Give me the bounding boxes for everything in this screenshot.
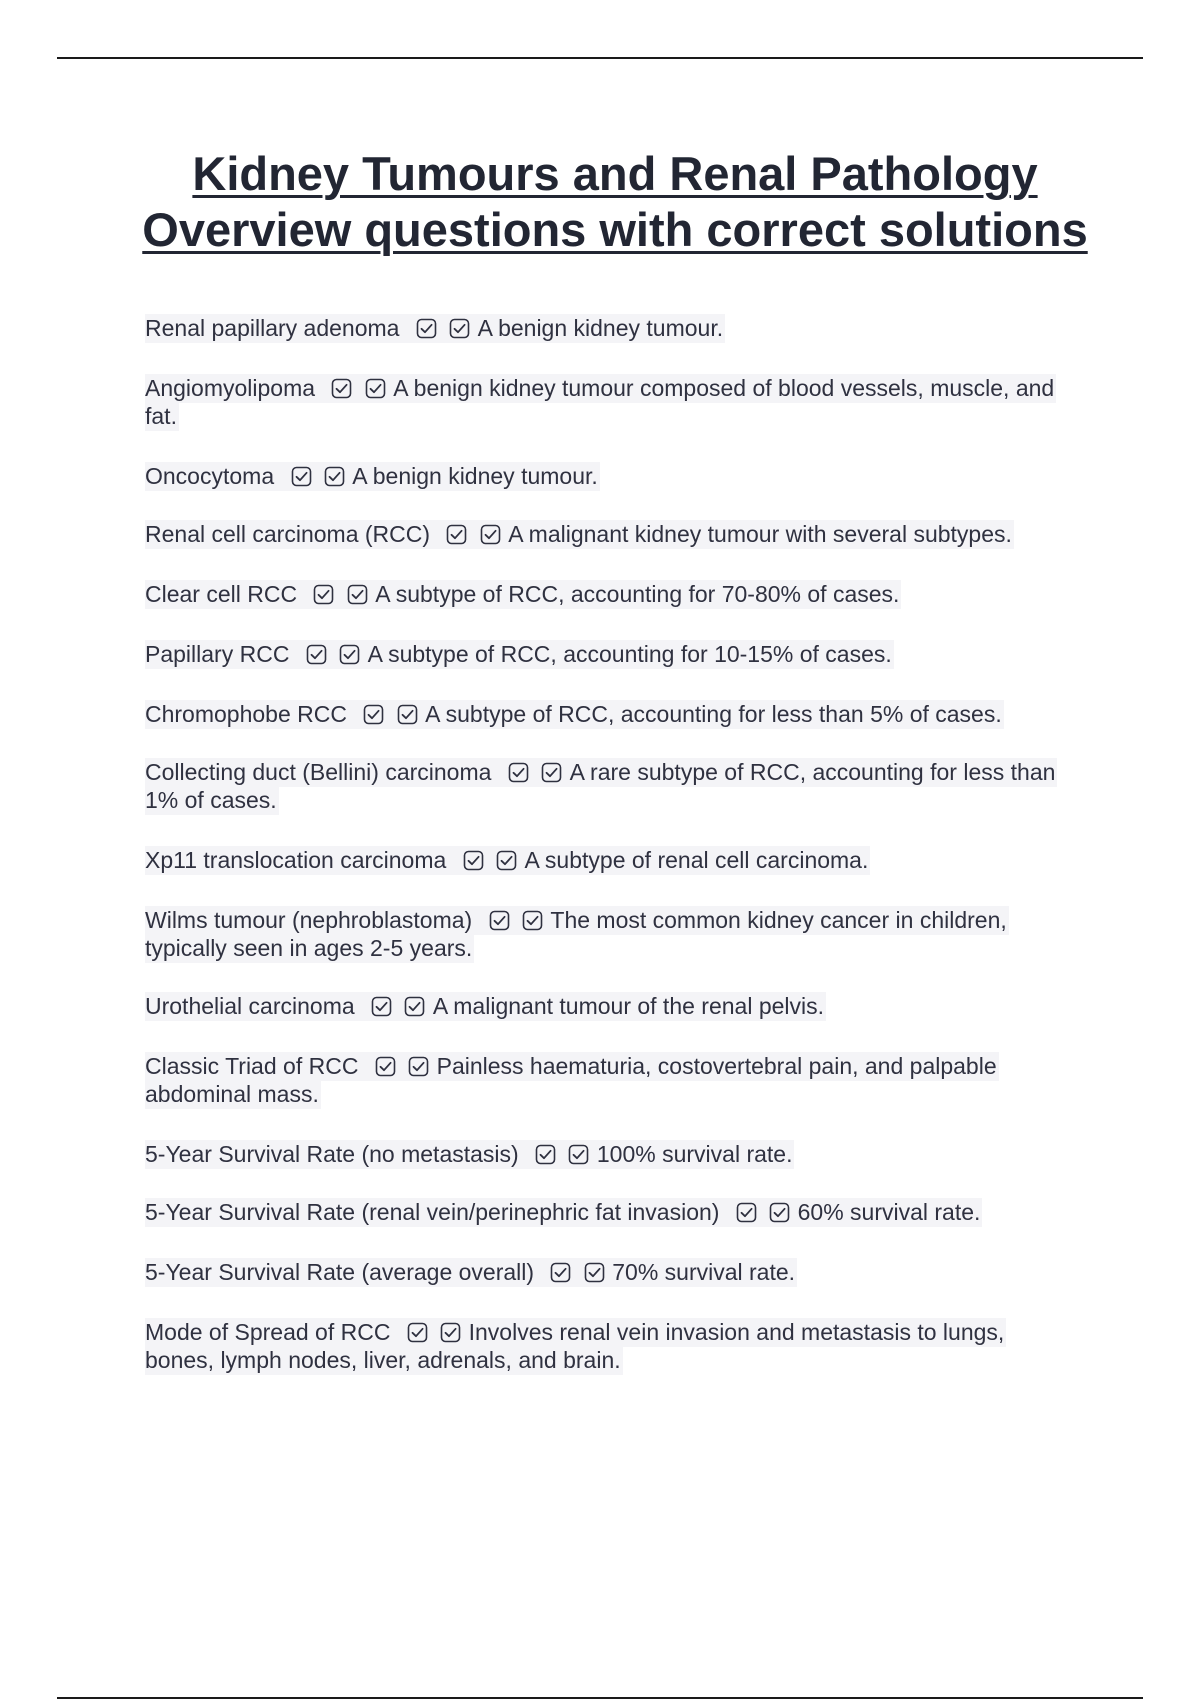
check-box-icon — [446, 524, 467, 545]
check-box-icon — [550, 1262, 571, 1283]
qa-item — [145, 758, 1065, 814]
qa-item — [145, 906, 1065, 962]
qa-term: Chromophobe RCC — [145, 701, 347, 727]
check-box-icon — [568, 1144, 589, 1165]
qa-item — [145, 846, 1065, 874]
qa-term: Clear cell RCC — [145, 581, 298, 607]
check-box-icon — [397, 704, 418, 725]
check-box-icon — [584, 1262, 605, 1283]
check-box-icon — [365, 378, 386, 399]
check-box-icon — [375, 1056, 396, 1077]
qa-term: 5-Year Survival Rate (renal vein/perinephric fat invasion) — [145, 1199, 720, 1225]
qa-definition: Involves renal vein invasion and metastasis to lungs, bones, lymph nodes, liver, adrenals, and brain. — [145, 1319, 1005, 1373]
check-box-icon — [408, 1056, 429, 1077]
qa-definition: A rare subtype of RCC, accounting for less than 1% of cases. — [145, 759, 1056, 813]
qa-term: Urothelial carcinoma — [145, 993, 355, 1019]
check-box-icon — [496, 850, 517, 871]
check-box-icon — [535, 1144, 556, 1165]
check-box-icon — [324, 466, 345, 487]
check-box-icon — [407, 1322, 428, 1343]
check-box-icon — [416, 318, 437, 339]
qa-list — [145, 314, 1065, 1374]
qa-definition: 60% survival rate. — [797, 1199, 981, 1225]
check-box-icon — [440, 1322, 461, 1343]
qa-term: 5-Year Survival Rate (no metastasis) — [145, 1141, 519, 1167]
qa-definition: A subtype of RCC, accounting for less than 5% of cases. — [425, 701, 1002, 727]
check-box-icon — [347, 584, 368, 605]
qa-definition: 100% survival rate. — [596, 1141, 793, 1167]
bottom-rule — [57, 1697, 1143, 1699]
qa-item — [145, 700, 1065, 728]
qa-item — [145, 1318, 1065, 1374]
qa-definition: Painless haematuria, costovertebral pain, and palpable abdominal mass. — [145, 1053, 997, 1107]
qa-definition: 70% survival rate. — [612, 1259, 796, 1285]
qa-term: 5-Year Survival Rate (average overall) — [145, 1259, 535, 1285]
check-box-icon — [331, 378, 352, 399]
qa-item — [145, 1198, 1065, 1226]
check-box-icon — [541, 762, 562, 783]
top-rule — [57, 57, 1143, 59]
qa-definition: A benign kidney tumour. — [477, 315, 724, 341]
check-box-icon — [404, 996, 425, 1017]
check-box-icon — [291, 466, 312, 487]
check-box-icon — [769, 1202, 790, 1223]
qa-definition: A benign kidney tumour composed of blood vessels, muscle, and fat. — [145, 375, 1055, 429]
qa-definition: A benign kidney tumour. — [352, 463, 598, 489]
qa-term: Mode of Spread of RCC — [145, 1319, 391, 1345]
check-box-icon — [522, 910, 543, 931]
qa-term: Wilms tumour (nephroblastoma) — [145, 907, 473, 933]
qa-definition: A malignant kidney tumour with several subtypes. — [508, 521, 1012, 547]
qa-term: Papillary RCC — [145, 641, 290, 667]
qa-item — [145, 374, 1065, 430]
qa-item — [145, 1258, 1065, 1286]
check-box-icon — [508, 762, 529, 783]
qa-term: Collecting duct (Bellini) carcinoma — [145, 759, 492, 785]
check-box-icon — [463, 850, 484, 871]
check-box-icon — [449, 318, 470, 339]
qa-item — [145, 520, 1065, 548]
qa-definition: The most common kidney cancer in children, typically seen in ages 2-5 years. — [145, 907, 1007, 961]
qa-term: Renal cell carcinoma (RCC) — [145, 521, 431, 547]
qa-item — [145, 1140, 1065, 1168]
qa-term: Oncocytoma — [145, 463, 275, 489]
check-box-icon — [489, 910, 510, 931]
check-box-icon — [313, 584, 334, 605]
qa-definition: A subtype of RCC, accounting for 70-80% of cases. — [375, 581, 900, 607]
qa-item — [145, 580, 1065, 608]
check-box-icon — [306, 644, 327, 665]
check-box-icon — [371, 996, 392, 1017]
check-box-icon — [363, 704, 384, 725]
check-box-icon — [339, 644, 360, 665]
qa-item — [145, 314, 1065, 342]
check-box-icon — [480, 524, 501, 545]
qa-item — [145, 1052, 1065, 1108]
check-box-icon — [736, 1202, 757, 1223]
document-title: Kidney Tumours and Renal Pathology Overview questions with correct solutions — [142, 147, 1088, 256]
qa-definition: A malignant tumour of the renal pelvis. — [432, 993, 825, 1019]
qa-item — [145, 640, 1065, 668]
qa-item — [145, 462, 1065, 490]
qa-item — [145, 992, 1065, 1020]
qa-definition: A subtype of renal cell carcinoma. — [524, 847, 869, 873]
qa-term: Classic Triad of RCC — [145, 1053, 359, 1079]
qa-term: Xp11 translocation carcinoma — [145, 847, 447, 873]
qa-definition: A subtype of RCC, accounting for 10-15% of cases. — [367, 641, 892, 667]
qa-term: Renal papillary adenoma — [145, 315, 400, 341]
qa-term: Angiomyolipoma — [145, 375, 316, 401]
